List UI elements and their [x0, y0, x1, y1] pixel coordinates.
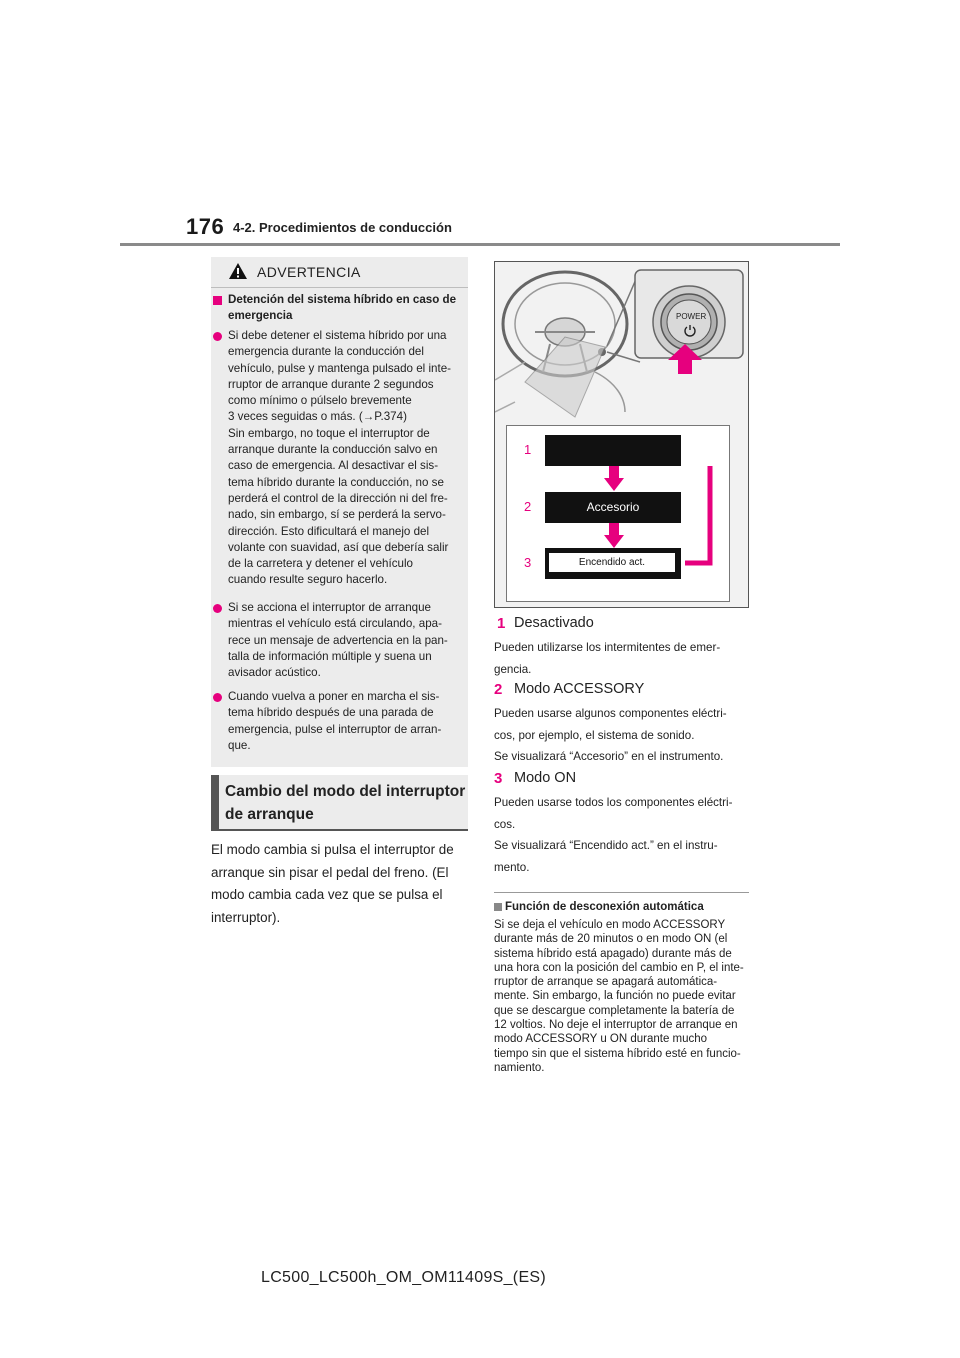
mode-cycle-arrows [545, 466, 725, 580]
warning-heading: Detención del sistema híbrido en caso de emergencia [228, 293, 457, 323]
power-symbol-icon [683, 323, 697, 337]
step-text: Pueden usarse todos los componentes eléctri- cos. Se visualizará “Encendido act.” en el instru- mento. [494, 796, 733, 874]
subsection-accent-bar [211, 775, 219, 829]
pink-dot-bullet-icon [213, 604, 222, 613]
press-arrow-icon [668, 344, 702, 374]
step-text: Pueden usarse algunos componentes eléctri- cos, por ejemplo, el sistema de sonido. Se visualizará “Accesorio” en el instrumento. [494, 707, 727, 763]
mode-box-accessory: Accesorio [545, 492, 681, 523]
power-button-label: POWER [676, 312, 707, 321]
body-text-left: El modo cambia si pulsa el interruptor de arranque sin pisar el pedal del freno. (El modo cambia cada vez que se pulsa el interruptor). [211, 842, 454, 925]
warning-title: ADVERTENCIA [257, 264, 361, 280]
subsection-rule [211, 829, 468, 831]
warning-bullet-1: Si debe detener el sistema híbrido por una emergencia durante la conducción del vehículo, pulse y mantenga pulsado el inte- rruptor de arranque durante 2 segundos como mínimo o púlselo brevemente 3 veces seguidas o más. (→P.374) Sin embargo, no toque el interruptor de arranque durante la conducción salvo en caso de emergencia. Al desactivar el sis- tema híbrido durante la conducción, no se perderá el control de la dirección ni del fre- nado, sin embargo, sí se perderá la servo- dirección. Esto dificultará el manejo del volante con suavidad, así que debería salir de la carretera y detener el vehículo cuando resulte seguro hacerlo. [228, 329, 451, 587]
note-body: Si se deja el vehículo en modo ACCESSORY durante más de 20 minutos o en modo ON (el sistema híbrido está apagado) durante más de una hora con la posición del cambio en P, el inte- rruptor de arranque se apagará automática- mente. Sin embargo, la función no puede evitar que se descargue completamente la batería de 12 voltios. No deje el interruptor de arranque en modo ACCESSORY u ON durante mucho tiempo sin que el sistema híbrido esté en funcio- namiento. [494, 919, 744, 1074]
note-title: Función de desconexión automática [505, 901, 704, 913]
warning-triangle-icon [228, 262, 248, 280]
warning-bullet-3: Cuando vuelva a poner en marcha el sis- tema híbrido después de una parada de emergencia, pulse el interruptor de arran- que. [228, 690, 442, 752]
mode-box-off [545, 435, 681, 466]
step-title: Modo ACCESSORY [514, 681, 645, 697]
step-text: Pueden utilizarse los intermitentes de emer- gencia. [494, 641, 721, 676]
mode-number: 1 [524, 442, 532, 457]
warning-bullet-2: Si se acciona el interruptor de arranque mientras el vehículo está circulando, apa- rece un mensaje de advertencia en la pan- talla de información múltiple y suena un avisador acústico. [228, 601, 448, 680]
mode-box-on-label: Encendido act. [549, 553, 675, 572]
mode-number: 2 [524, 499, 532, 514]
step-number: 3 [494, 770, 503, 787]
pink-dot-bullet-icon [213, 693, 222, 702]
page-number: 176 [186, 214, 225, 239]
gray-square-bullet-icon [494, 903, 502, 911]
pink-dot-bullet-icon [213, 332, 222, 341]
step-number: 1 [497, 615, 506, 632]
step-title: Desactivado [514, 615, 594, 631]
footer-document-code: LC500_LC500h_OM_OM11409S_(ES) [261, 1269, 547, 1286]
subsection-title: Cambio del modo del interruptor de arranque [225, 783, 466, 823]
step-number: 2 [494, 681, 503, 698]
note-divider [494, 892, 749, 893]
header-rule [120, 243, 840, 246]
section-title: 4-2. Procedimientos de conducción [233, 220, 452, 235]
pink-square-bullet-icon [213, 296, 222, 305]
step-title: Modo ON [514, 770, 577, 786]
mode-number: 3 [524, 555, 532, 570]
